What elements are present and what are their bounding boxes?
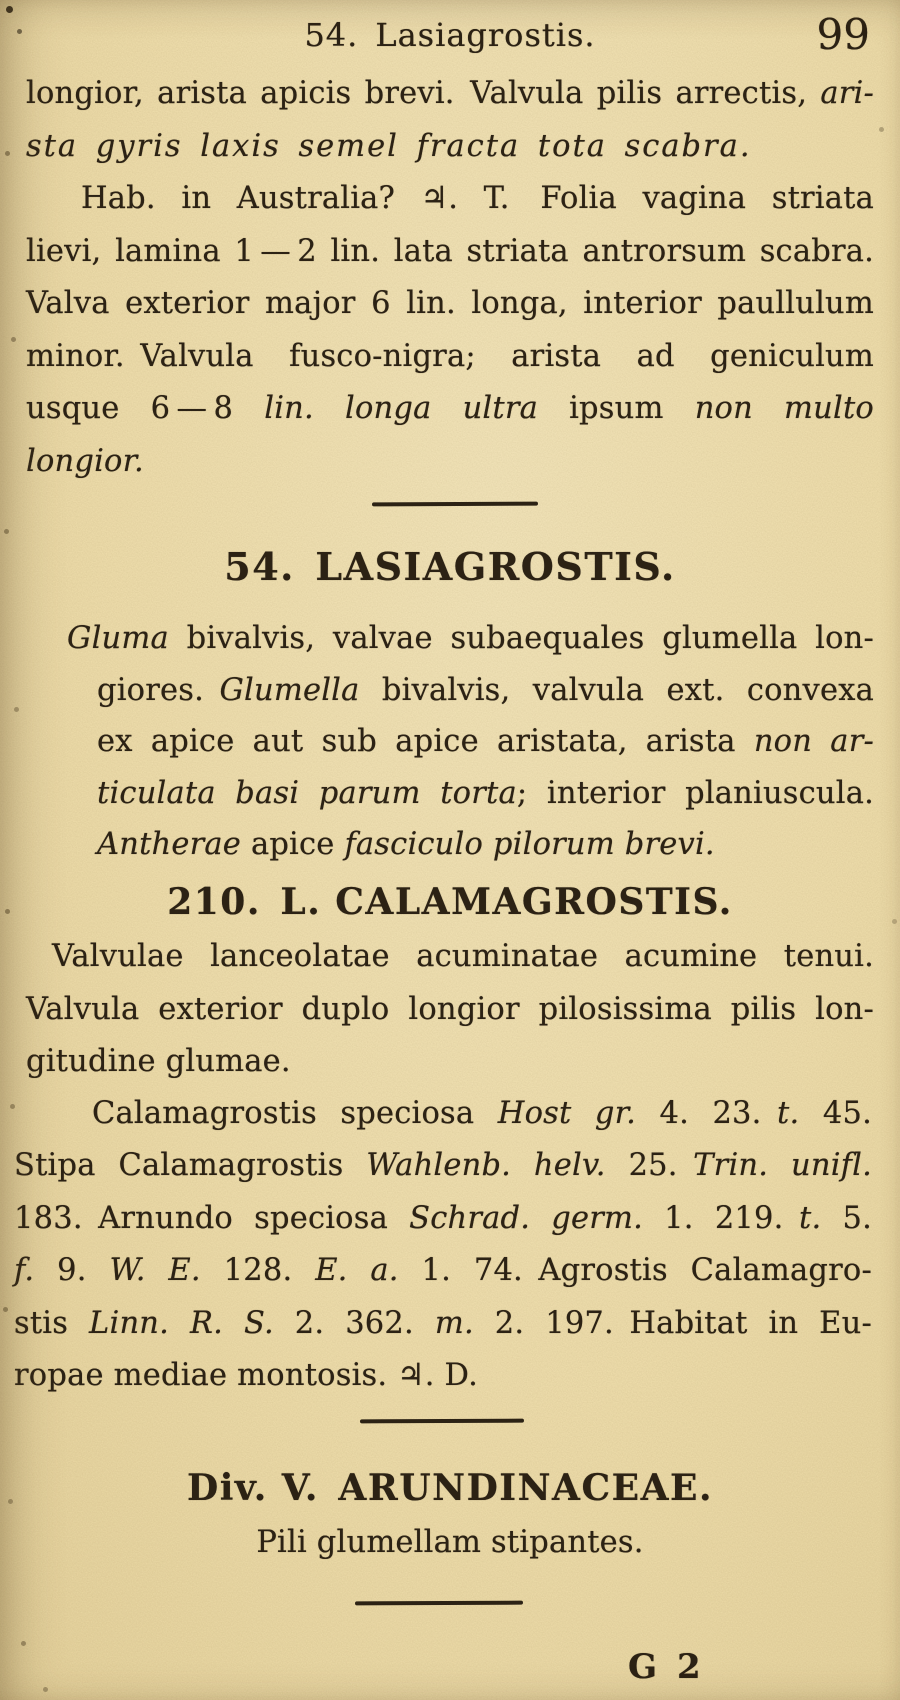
section-divider bbox=[355, 1601, 523, 1606]
italic-text-run: Antherae bbox=[97, 827, 242, 862]
division-heading-arundinaceae: Div. V. ARUNDINACEAE. bbox=[187, 1467, 713, 1509]
text-run: ex apice aut sub apice aristata, arista bbox=[97, 724, 754, 759]
text-run: 9. bbox=[34, 1253, 110, 1289]
running-head-title: 54. Lasiagrostis. bbox=[304, 16, 596, 54]
italic-text-run: Glumella bbox=[219, 672, 360, 708]
italic-text-run: E. a. bbox=[315, 1253, 399, 1289]
text-line bbox=[14, 1193, 872, 1245]
species-description bbox=[26, 68, 874, 488]
italic-text-run: Wahlenb. helv. bbox=[366, 1148, 606, 1184]
page-number: 99 bbox=[816, 10, 870, 59]
italic-text-run: t. bbox=[777, 1096, 800, 1131]
italic-text-run: lin. longa ultra bbox=[264, 391, 538, 426]
text-line bbox=[26, 613, 874, 665]
italic-text-run: m. bbox=[434, 1305, 474, 1341]
text-line bbox=[26, 1036, 874, 1089]
text-line bbox=[26, 984, 874, 1037]
text-run: ; interior planiuscula. bbox=[516, 775, 875, 811]
text-run: apice bbox=[241, 827, 345, 862]
italic-text-run: Trin. unifl. bbox=[693, 1148, 872, 1184]
italic-text-run: t. bbox=[799, 1200, 822, 1236]
text-run: 5. bbox=[821, 1200, 872, 1236]
text-run: stis bbox=[14, 1305, 90, 1341]
signature-mark: G 2 bbox=[628, 1647, 703, 1687]
section-heading-calamagrostis: 210. L. CALAMAGROSTIS. bbox=[167, 881, 733, 923]
text-run: 45. bbox=[799, 1096, 872, 1131]
section-heading-lasiagrostis: 54. LASIAGROSTIS. bbox=[224, 544, 676, 589]
text-line bbox=[26, 436, 874, 489]
text-line bbox=[26, 278, 874, 331]
italic-text-run: W. E. bbox=[109, 1253, 201, 1289]
text-run: minor. Valvula fusco-nigra; arista ad geniculum bbox=[26, 338, 874, 374]
italic-text-run: longior. bbox=[26, 443, 144, 479]
text-run: Valva exterior major 6 lin. longa, interior paullulum bbox=[26, 286, 874, 321]
text-line bbox=[26, 665, 874, 717]
italic-text-run: Gluma bbox=[67, 621, 169, 656]
text-run: 128. bbox=[200, 1253, 316, 1289]
text-run: ipsum bbox=[537, 391, 695, 426]
synonymy-references bbox=[14, 1088, 872, 1402]
text-run: bivalvis, valvula ext. convexa bbox=[359, 672, 874, 708]
italic-text-run: sta gyris laxis semel fracta tota scabra. bbox=[26, 128, 752, 164]
text-run: 1. 219. bbox=[643, 1200, 799, 1236]
text-line bbox=[26, 931, 874, 984]
text-line bbox=[14, 1088, 872, 1140]
text-run: gitudine glumae. bbox=[26, 1044, 291, 1079]
text-line bbox=[14, 1245, 872, 1297]
text-line bbox=[14, 1298, 872, 1350]
italic-text-run: ari- bbox=[820, 76, 874, 111]
text-line bbox=[14, 1140, 872, 1192]
text-line bbox=[26, 68, 874, 121]
text-run: lievi, lamina 1 — 2 lin. lata striata antrorsum scabra. bbox=[26, 233, 874, 269]
text-run: 2. 197. Habitat in Eu- bbox=[473, 1305, 872, 1341]
section-divider bbox=[360, 1419, 524, 1424]
text-line bbox=[26, 121, 874, 174]
running-head bbox=[0, 10, 900, 59]
text-run: Calamagrostis speciosa bbox=[92, 1096, 498, 1131]
text-run: giores. bbox=[97, 672, 220, 708]
text-line bbox=[26, 383, 874, 436]
text-run: bivalvis, valvae subaequales glumella lon- bbox=[168, 621, 874, 656]
text-line bbox=[26, 1520, 874, 1565]
text-run: ropae mediae montosis. ♃. D. bbox=[14, 1358, 478, 1394]
italic-text-run: f. bbox=[14, 1253, 35, 1289]
text-run: 2. 362. bbox=[273, 1305, 435, 1341]
text-run: 183. Arnundo speciosa bbox=[14, 1200, 410, 1236]
text-line bbox=[26, 768, 874, 820]
text-line bbox=[26, 173, 874, 226]
genus-description bbox=[26, 613, 874, 871]
scan-speck-marks bbox=[0, 0, 3, 3]
italic-text-run: Schrad. germ. bbox=[409, 1200, 644, 1236]
species-diagnosis bbox=[26, 931, 874, 1089]
text-run: Pili glumellam stipantes. bbox=[256, 1525, 644, 1560]
text-run: Valvula exterior duplo longior pilosissima pilis lon- bbox=[26, 991, 874, 1027]
text-run: Stipa Calamagrostis bbox=[14, 1148, 367, 1184]
text-run: longior, arista apicis brevi. Valvula pilis arrectis, bbox=[26, 76, 821, 111]
text-line bbox=[14, 1350, 872, 1402]
division-subtitle bbox=[26, 1520, 874, 1565]
text-run: 25. bbox=[605, 1148, 694, 1184]
italic-text-run: non multo bbox=[694, 391, 874, 426]
text-line bbox=[26, 819, 874, 871]
text-run: Valvulae lanceolatae acuminatae acumine tenui. bbox=[52, 939, 874, 974]
section-divider bbox=[372, 502, 538, 507]
text-run: 1. 74. Agrostis Calamagro- bbox=[398, 1253, 872, 1289]
italic-text-run: Linn. R. S. bbox=[89, 1305, 274, 1341]
text-line bbox=[26, 331, 874, 384]
text-run: 4. 23. bbox=[635, 1096, 778, 1131]
text-line bbox=[26, 226, 874, 279]
italic-text-run: non ar- bbox=[753, 724, 874, 759]
italic-text-run: ticulata basi parum torta bbox=[97, 775, 517, 811]
italic-text-run: Host gr. bbox=[497, 1096, 636, 1131]
italic-text-run: fasciculo pilorum brevi. bbox=[344, 827, 715, 862]
text-line bbox=[26, 716, 874, 768]
text-run: usque 6 — 8 bbox=[26, 391, 265, 426]
text-run: Hab. in Australia? ♃. T. Folia vagina striata bbox=[81, 181, 874, 216]
